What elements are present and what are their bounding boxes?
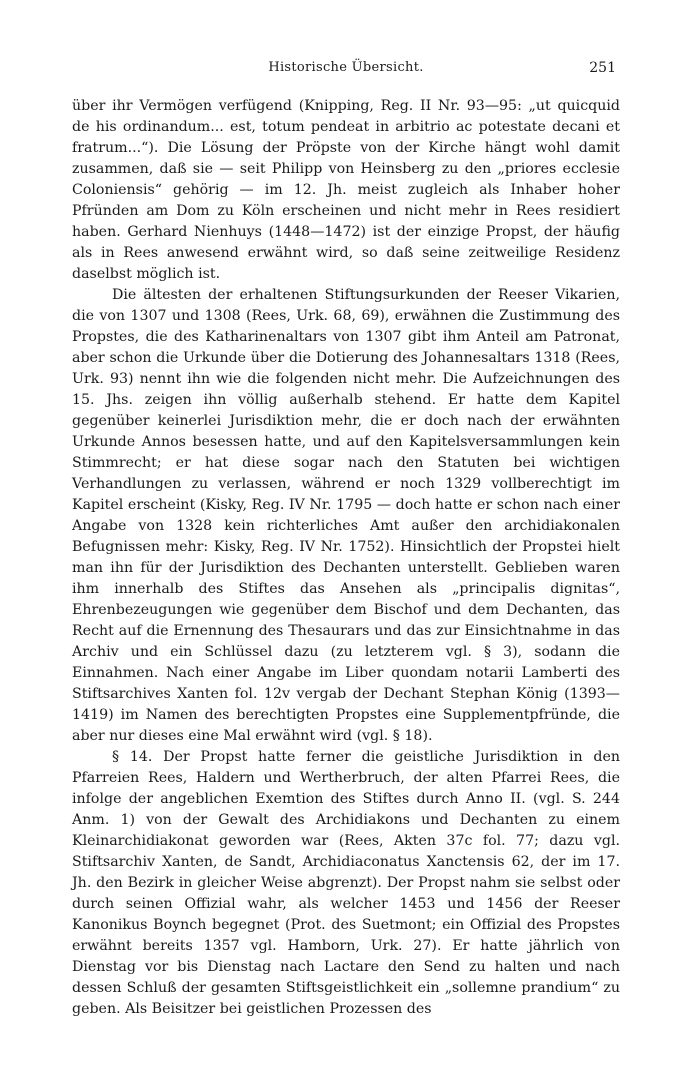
book-page — [72, 60, 620, 1020]
paragraph-2: Die ältesten der erhaltenen Stiftungsurkunden der Reeser Vikarien, die von 1307 und 1308 (Rees, Urk. 68, 69), erwähnen die Zustimmung des Propstes, die des Katharinenaltars von 1307 gibt ihm Anteil am Patronat, aber schon die Urkunde über die Dotierung des Johannesaltars 1318 (Rees, Urk. 93) nennt ihn wie die folgenden nicht mehr. Die Aufzeichnungen des 15. Jhs. zeigen ihn völlig außerhalb stehend. Er hatte dem Kapitel gegenüber keinerlei Jurisdiktion mehr, die er doch nach der erwähnten Urkunde Annos besessen hatte, und auf den Kapitelsversammlungen kein Stimmrecht; er hat diese sogar nach den Statuten bei wichtigen Verhandlungen zu verlassen, während er noch 1329 vollberechtigt im Kapitel erscheint (Kisky, Reg. IV Nr. 1795 — doch hatte er schon nach einer Angabe von 1328 kein richterliches Amt außer den archidiakonalen Befugnissen mehr: Kisky, Reg. IV Nr. 1752). Hinsichtlich der Propstei hielt man ihn für der Jurisdiktion des Dechanten unterstellt. Geblieben waren ihm innerhalb des Stiftes das Ansehen als „principalis dignitas“, Ehrenbezeugungen wie gegenüber dem Bischof und dem Dechanten, das Recht auf die Ernennung des Thesaurars und das zur Einsichtnahme in das Archiv und ein Schlüssel dazu (zu letzterem vgl. § 3), sodann die Einnahmen. Nach einer Angabe im Liber quondam notarii Lamberti des Stiftsarchives Xanten fol. 12v vergab der Dechant Stephan König (1393—1419) im Namen des berechtigten Propstes eine Supplementpfründe, die aber nur dieses eine Mal erwähnt wird (vgl. § 18). — [72, 287, 620, 744]
paragraph-1: über ihr Vermögen verfügend (Knipping, Reg. II Nr. 93—95: „ut quicquid de his ordinandum... est, totum pendeat in arbitrio ac potestate decani et fratrum...“). Die Lösung der Pröpste von der Kirche hängt wohl damit zusammen, daß sie — seit Philipp von Heinsberg zu den „priores ecclesie Coloniensis“ gehörig — im 12. Jh. meist zugleich als Inhaber hoher Pfründen am Dom zu Köln erscheinen und nicht mehr in Rees residiert haben. Gerhard Nienhuys (1448—1472) ist der einzige Propst, der häufig als in Rees anwesend erwähnt wird, so daß seine zeitweilige Residenz daselbst möglich ist. — [72, 98, 620, 282]
running-header — [72, 60, 620, 82]
running-title: Historische Übersicht. — [268, 60, 424, 75]
body-text — [72, 96, 620, 1020]
paragraph-3: § 14. Der Propst hatte ferner die geistliche Jurisdiktion in den Pfarreien Rees, Haldern und Wertherbruch, der alten Pfarrei Rees, die infolge der angeblichen Exemtion des Stiftes durch Anno II. (vgl. S. 244 Anm. 1) von der Gewalt des Archidiakons und Dechanten zu einem Kleinarchidiakonat geworden war (Rees, Akten 37c fol. 77; dazu vgl. Stiftsarchiv Xanten, de Sandt, Archidiaconatus Xanctensis 62, der im 17. Jh. den Bezirk in gleicher Weise abgrenzt). Der Propst nahm sie selbst oder durch seinen Offizial wahr, als welcher 1453 und 1456 der Reeser Kanonikus Boynch begegnet (Prot. des Suetmont; ein Offizial des Propstes erwähnt bereits 1357 vgl. Hamborn, Urk. 27). Er hatte jährlich von Dienstag vor bis Dienstag nach Lactare den Send zu halten und nach dessen Schluß der gesamten Stiftsgeistlichkeit ein „sollemne prandium“ zu geben. Als Beisitzer bei geistlichen Prozessen des — [72, 749, 620, 1017]
page-number: 251 — [589, 60, 616, 76]
